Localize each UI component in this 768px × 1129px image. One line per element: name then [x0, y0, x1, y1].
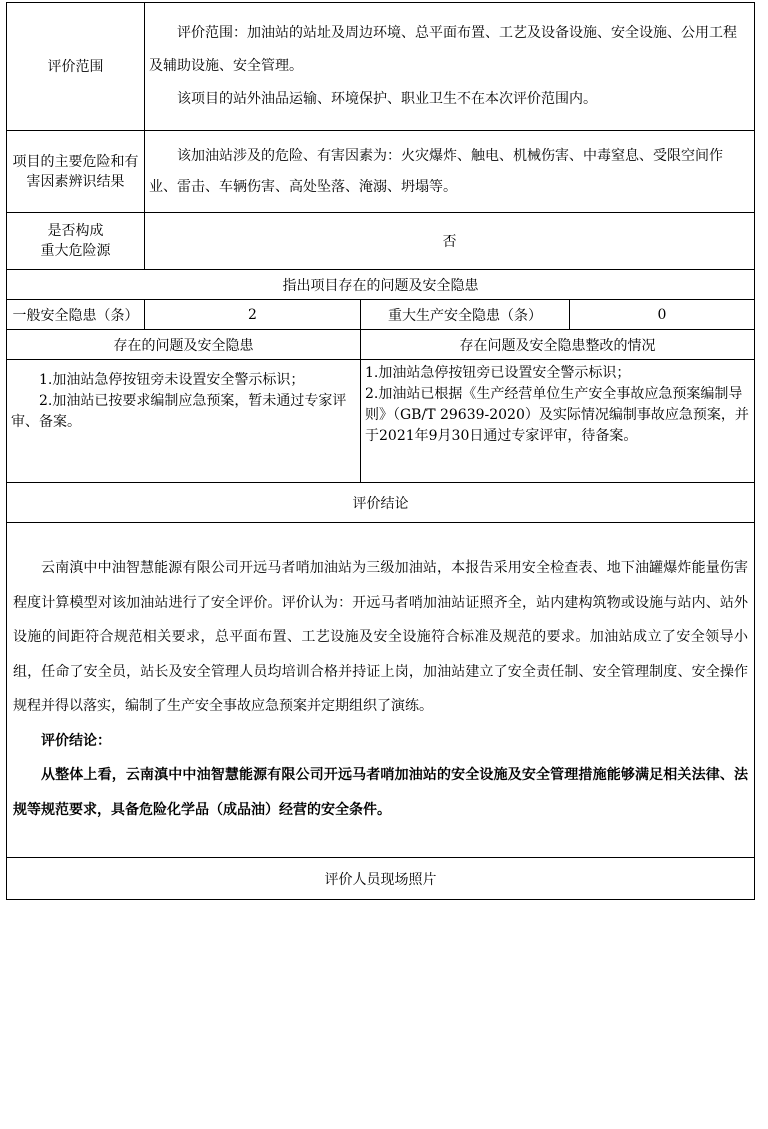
problems-column-header: 存在的问题及安全隐患 — [7, 330, 361, 360]
major-hazard-value: 否 — [145, 213, 755, 270]
rectification-column-header: 存在问题及安全隐患整改的情况 — [361, 330, 755, 360]
rectification-item: 2.加油站已根据《生产经营单位生产安全事故应急预案编制导则》（GB/T 29639-2020）及实际情况编制事故应急预案，并于2021年9月30日通过专家评审，待备案。 — [365, 386, 749, 444]
major-hazard-count: 0 — [570, 300, 755, 330]
issues-header-row — [7, 270, 755, 300]
conclusion-subheading: 评价结论： — [41, 732, 111, 749]
conclusion-body: 云南滇中中油智慧能源有限公司开远马者哨加油站为三级加油站，本报告采用安全检查表、地下油罐爆炸能量伤害程度计算模型对该加油站进行了安全评价。评价认为：开远马者哨加油站证照齐全，站内建构筑物或设施与站内、站外设施的间距符合规范相关要求，总平面布置、工艺设施及安全设施符合标准及规范的要求。加油站成立了安全领导小组，任命了安全员，站长及安全管理人员均培训合格并持证上岗，加油站建立了安全责任制、安全管理制度、安全操作规程并得以落实，编制了生产安全事故应急预案并定期组织了演练。 — [13, 560, 748, 714]
photos-header: 评价人员现场照片 — [7, 858, 755, 900]
scope-row — [7, 3, 755, 131]
hazards-content — [145, 131, 755, 213]
conclusion-content — [7, 523, 755, 858]
major-hazard-row — [7, 213, 755, 270]
conclusion-header: 评价结论 — [7, 483, 755, 523]
problem-item: 1.加油站急停按钮旁未设置安全警示标识； — [39, 372, 305, 388]
hazards-label: 项目的主要危险和有害因素辨识结果 — [7, 131, 145, 213]
general-hazard-label: 一般安全隐患（条） — [7, 300, 145, 330]
problems-list — [7, 360, 361, 483]
hazards-text: 该加油站涉及的危险、有害因素为：火灾爆炸、触电、机械伤害、中毒窒息、受限空间作业、雷击、车辆伤害、高处坠落、淹溺、坍塌等。 — [149, 147, 723, 195]
photos-header-row — [7, 858, 755, 900]
evaluation-summary-document — [6, 2, 754, 900]
evaluation-summary-table — [6, 2, 755, 900]
scope-exclusion-text: 该项目的站外油品运输、环境保护、职业卫生不在本次评价范围内。 — [177, 91, 597, 107]
general-hazard-count: 2 — [145, 300, 361, 330]
conclusion-header-row — [7, 483, 755, 523]
rectification-item: 1.加油站急停按钮旁已设置安全警示标识； — [365, 365, 631, 381]
issues-header: 指出项目存在的问题及安全隐患 — [7, 270, 755, 300]
issue-details-row — [7, 360, 755, 483]
major-hazard-label-line2: 重大危险源 — [40, 243, 111, 259]
scope-content — [145, 3, 755, 131]
hazards-row — [7, 131, 755, 213]
problem-item: 2.加油站已按要求编制应急预案，暂未通过专家评审、备案。 — [11, 393, 347, 430]
issue-columns-header-row — [7, 330, 755, 360]
rectification-list — [361, 360, 755, 483]
major-hazard-label — [7, 213, 145, 270]
conclusion-final: 从整体上看，云南滇中中油智慧能源有限公司开远马者哨加油站的安全设施及安全管理措施能够满足相关法律、法规等规范要求，具备危险化学品（成品油）经营的安全条件。 — [13, 767, 748, 818]
major-hazard-count-label: 重大生产安全隐患（条） — [361, 300, 570, 330]
issue-count-row — [7, 300, 755, 330]
major-hazard-label-line1: 是否构成 — [47, 223, 104, 239]
scope-label: 评价范围 — [7, 3, 145, 131]
conclusion-row — [7, 523, 755, 858]
scope-text: 评价范围：加油站的站址及周边环境、总平面布置、工艺及设备设施、安全设施、公用工程及辅助设施、安全管理。 — [149, 25, 737, 74]
